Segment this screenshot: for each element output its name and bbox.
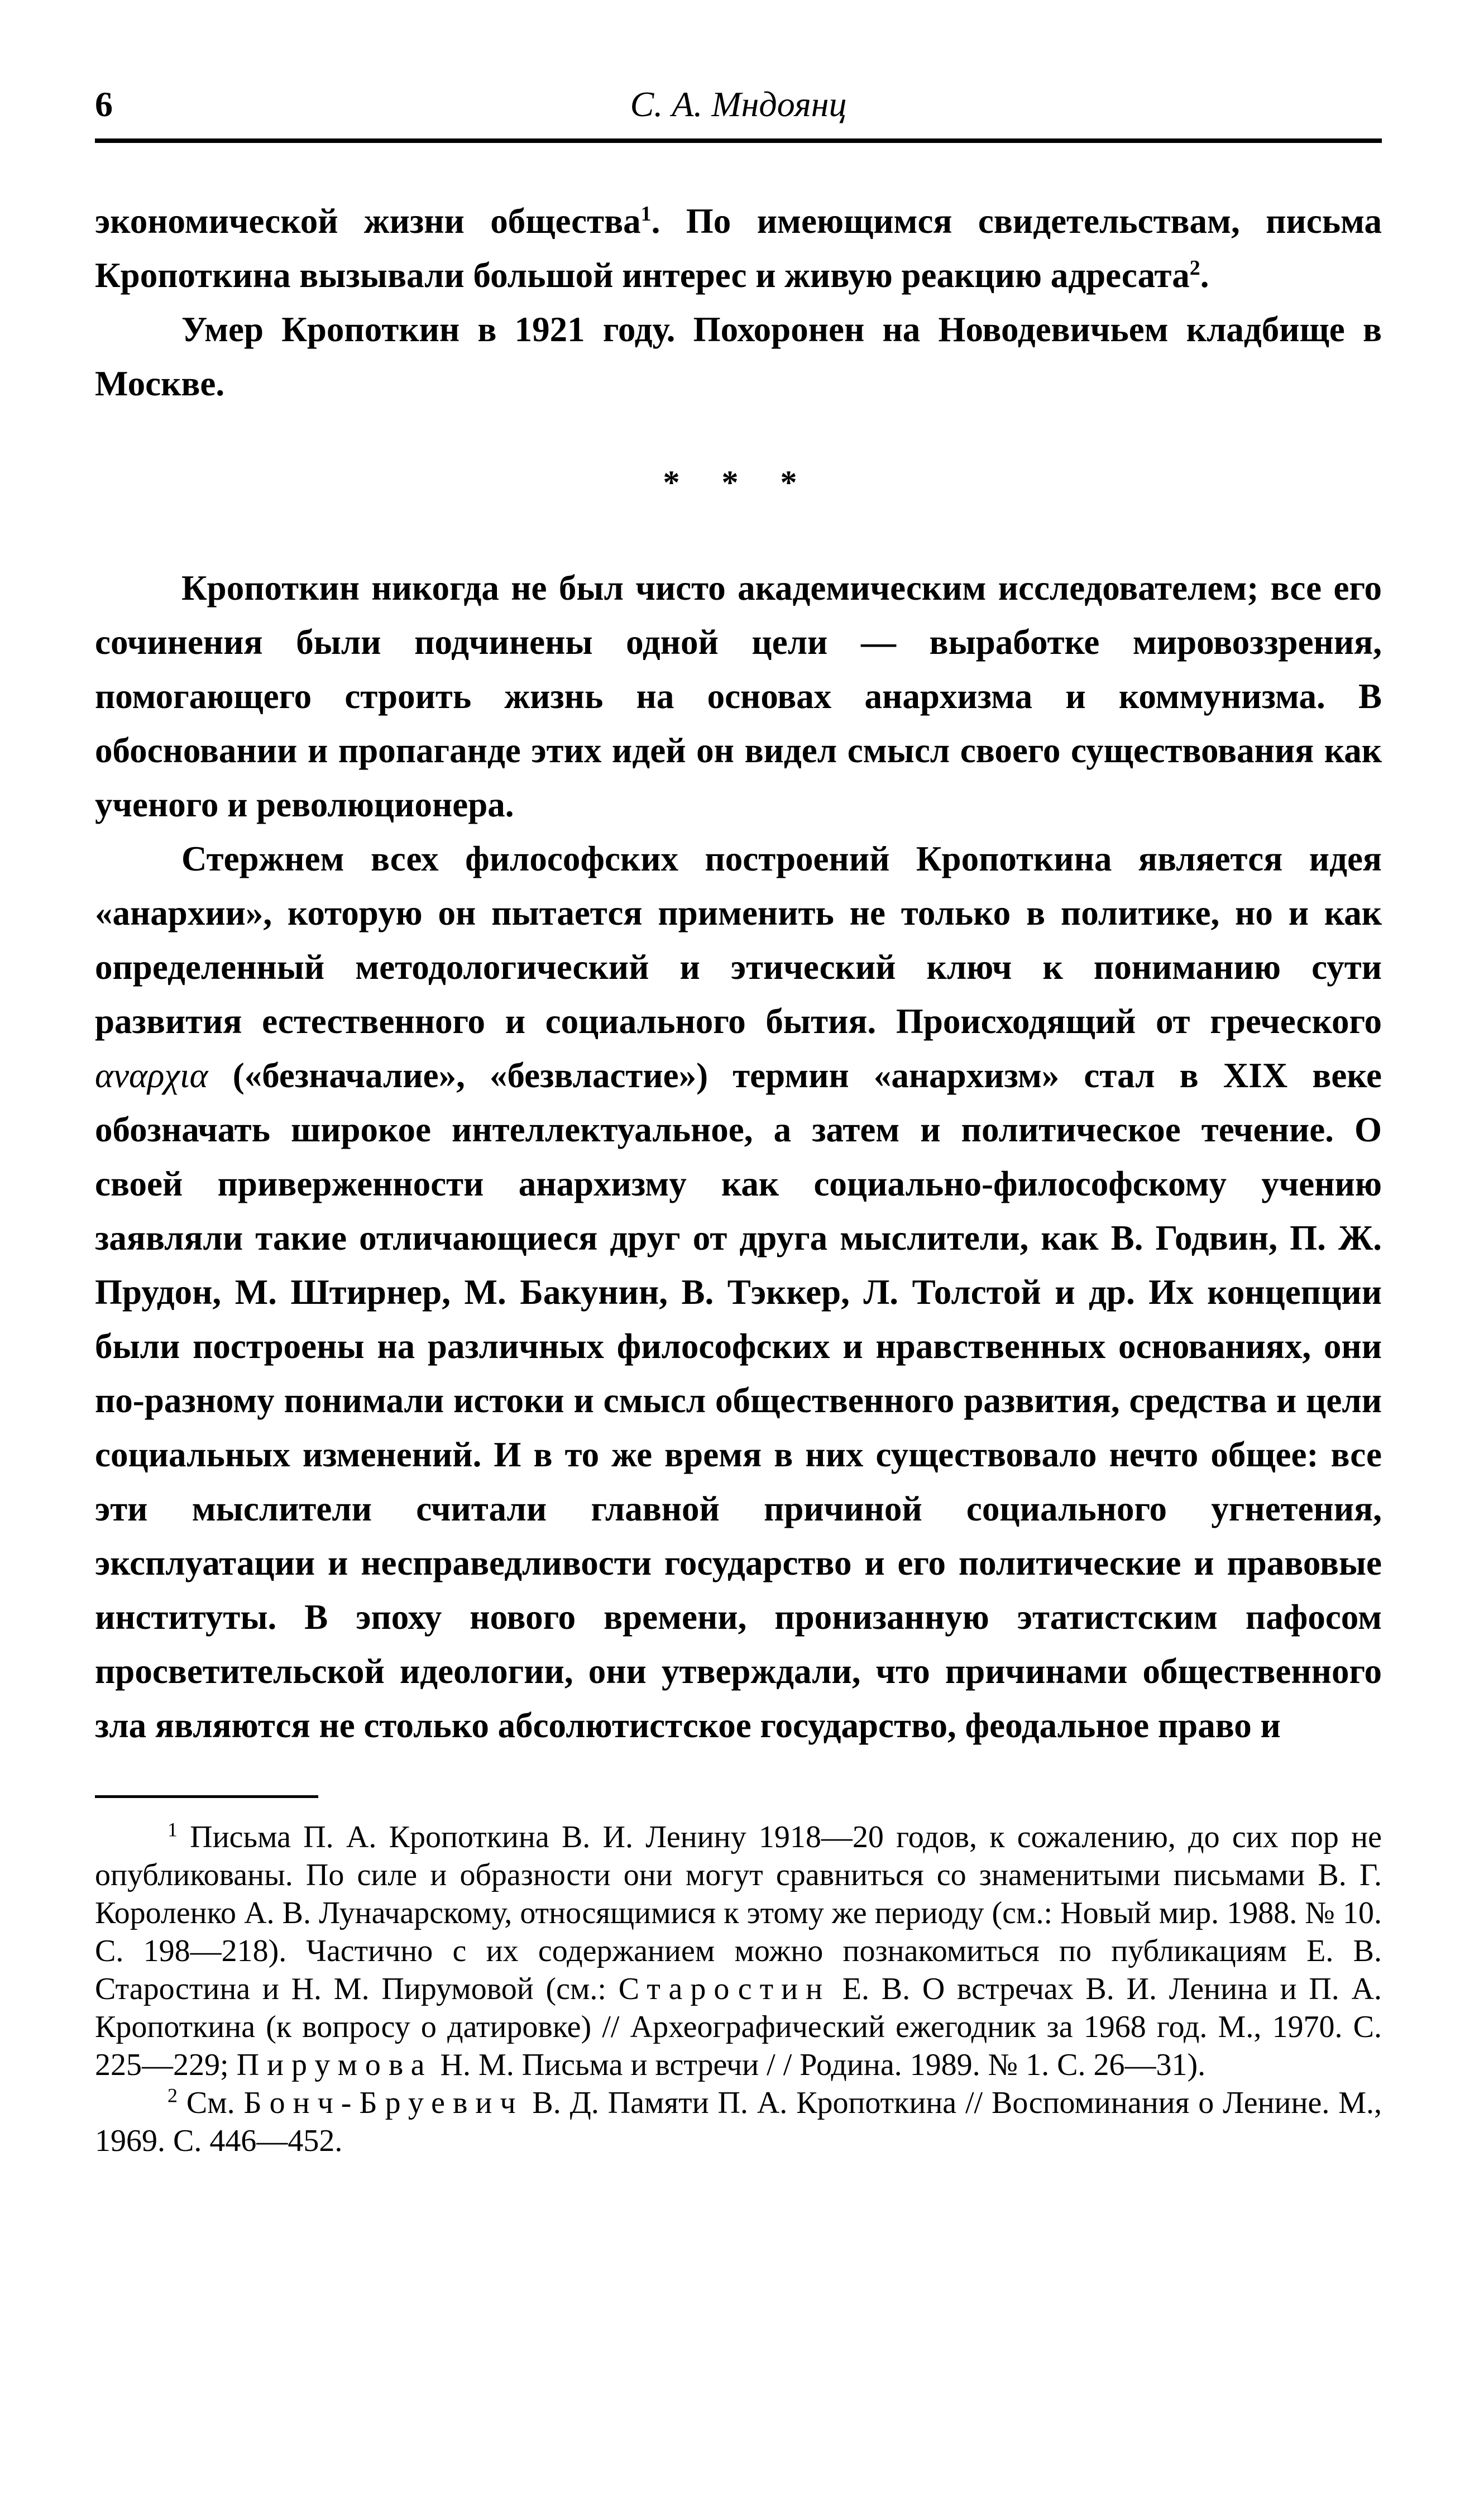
page-number: 6 [95,84,113,124]
greek-term: αναρχια [95,1056,208,1095]
footnote-1: $^1$ Письма П. А. Кропоткина В. И. Ленину 1918—20 годов, к сожалению, до сих пор не опубликованы. По силе и образности они могут сравниться со знаменитыми письмами В. Г. Короленко А. В. Луначарскому, относящимися к этому же периоду (см.: Новый мир. 1988. № 10. С. 198—218). Частично с их содержанием можно познакомиться по публикациям Е. В. Старостина и Н. М. Пирумовой (см.: Старостин Е. В. О встречах В. И. Ленина и П. А. Кропоткина (к вопросу о датировке) // Археографический ежегодник за 1968 год. М., 1970. С. 225—229; Пирумова Н. М. Письма и встречи / / Родина. 1989. № 1. С. 26—31). [95,1818,1382,2082]
paragraph-anarchy-idea: Стержнем всех философских построений Кропоткина является идея «анархии», которую он пытается применить не только в политике, но и как определенный методологический и этический ключ к пониманию сути развития естественного и социального бытия. Происходящий от греческого αναρχια («безначалие», «безвластие») термин «анархизм» стал в XIX веке обозначать широкое интеллектуальное, а затем и политическое течение. О своей приверженности анархизму как социально-философскому учению заявляли такие отличающиеся друг от друга мыслители, как В. Годвин, П. Ж. Прудон, М. Штирнер, М. Бакунин, В. Тэккер, Л. Толстой и др. Их концепции были построены на различных философских и нравственных основаниях, они по-разному понимали истоки и смысл общественного развития, средства и цели социальных изменений. И в то же время в них существовало нечто общее: все эти мыслители считали главной причиной социального угнетения, эксплуатации и несправедливости государство и его политические и правовые институты. В эпоху нового времени, пронизанную этатистским пафосом просветительской идеологии, они утверждали, что причинами общественного зла являются не столько абсолютистское государство, феодальное право и [95,839,1382,1745]
footnotes [95,1818,1382,2160]
header-rule [95,138,1382,143]
footnote-rule [95,1795,318,1798]
paragraph-death: Умер Кропоткин в 1921 году. Похоронен на Новодевичьем кладбище в Москве. [95,310,1382,403]
footnote-2: $^2$ См. Бонч-Бруевич В. Д. Памяти П. А. Кропоткина // Воспоминания о Ленине. М., 1969. С. 446—452. [95,2084,1382,2158]
footnote-ref-2: 2 [1189,256,1200,280]
running-head: С. А. Мндоянц [630,84,847,124]
paragraph-continuation: экономической жизни общества$^1$. По имеющимся свидетельствам, письма Кропоткина вызывали большой интерес и живую реакцию адресата$^2$. [95,202,1382,295]
footnote-ref-1: 1 [640,202,652,226]
paragraph-kropotkin-aims: Кропоткин никогда не был чисто академическим исследователем; все его сочинения были подчинены одной цели — выработке мировоззрения, помогающего строить жизнь на основах анархизма и коммунизма. В обосновании и пропаганде этих идей он видел смысл своего существования как ученого и революционера. [95,568,1382,824]
section-separator: * * * [663,464,814,501]
book-page [95,73,1382,2160]
main-text [95,194,1382,1753]
page-header [95,73,1382,140]
